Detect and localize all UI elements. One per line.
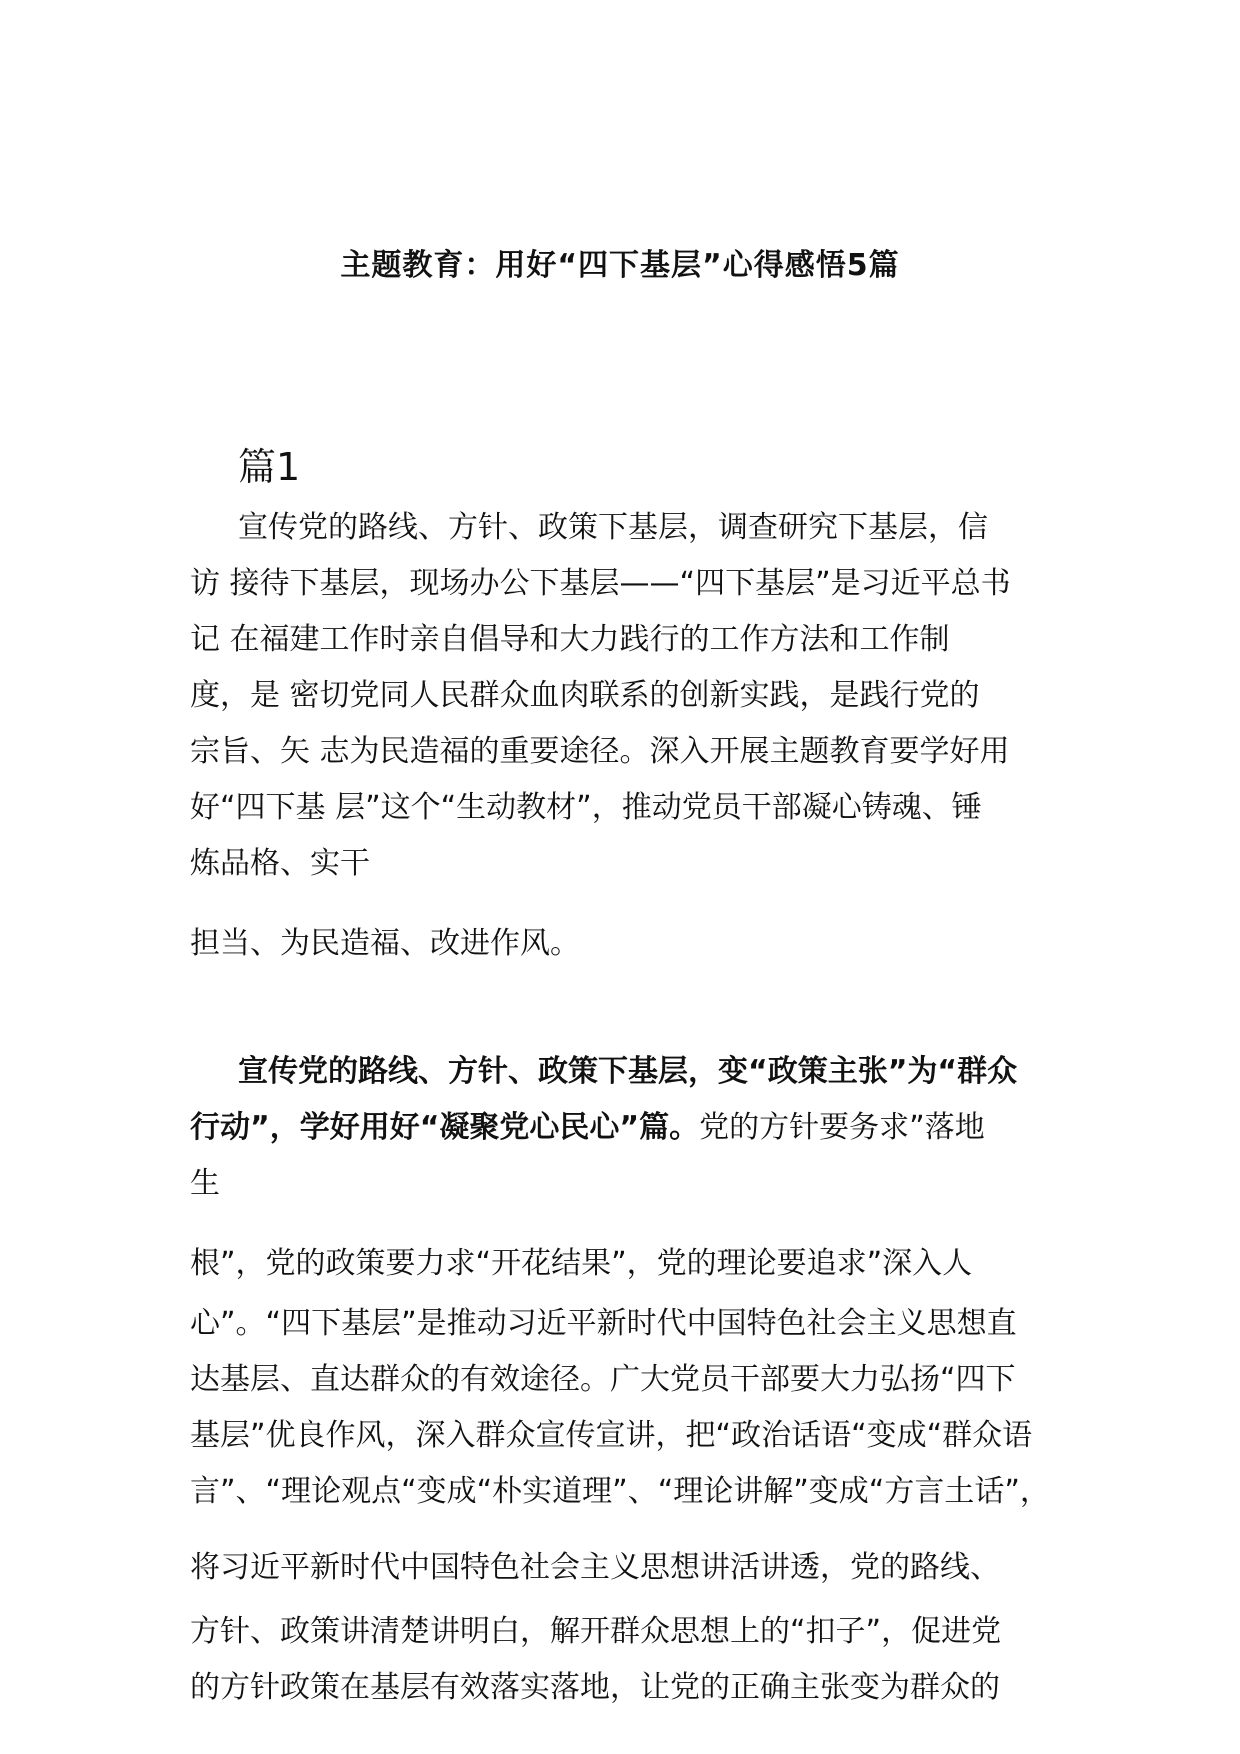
paragraph1-line: 宗旨、矢 志为民造福的重要途径。深入开展主题教育要学好用: [190, 734, 1010, 769]
paragraph2-bold-heading: 宣传党的路线、方针、政策下基层，变“政策主张”为“群众: [238, 1054, 1018, 1089]
paragraph2-line-rest: 党的方针要务求”落地: [699, 1110, 985, 1145]
paragraph1-line: 宣传党的路线、方针、政策下基层，调查研究下基层，信: [238, 510, 988, 545]
document-title: 主题教育：用好“四下基层”心得感悟5篇: [340, 248, 900, 283]
paragraph1-line: 炼品格、实干: [190, 846, 370, 881]
paragraph2-line: 基层”优良作风，深入群众宣传宣讲，把“政治话语“变成“群众语: [190, 1418, 1033, 1453]
paragraph1-line: 好“四下基 层”这个“生动教材”，推动党员干部凝心铸魂、锤: [190, 790, 982, 825]
paragraph2-line: 根”，党的政策要力求“开花结果”，党的理论要追求”深入人: [190, 1246, 973, 1281]
paragraph2-bold-heading-end: 行动”，学好用好“凝聚党心民心”篇。: [190, 1110, 700, 1145]
paragraph2-line: 达基层、直达群众的有效途径。广大党员干部要大力弘扬“四下: [190, 1362, 1016, 1397]
paragraph2-line: 心”。“四下基层”是推动习近平新时代中国特色社会主义思想直: [190, 1306, 1017, 1341]
paragraph2-line: 的方针政策在基层有效落实落地，让党的正确主张变为群众的: [190, 1670, 1000, 1705]
paragraph2-line: 方针、政策讲清楚讲明白，解开群众思想上的“扣子”，促进党: [190, 1614, 1002, 1649]
section-heading: 篇1: [238, 445, 301, 489]
paragraph2-line: [190, 1108, 985, 1148]
paragraph2-line: 生: [190, 1166, 220, 1201]
paragraph2-line: 将习近平新时代中国特色社会主义思想讲活讲透，党的路线、: [190, 1550, 1000, 1585]
paragraph1-line: 记 在福建工作时亲自倡导和大力践行的工作方法和工作制: [190, 622, 950, 657]
paragraph1-line: 访 接待下基层，现场办公下基层——“四下基层”是习近平总书: [190, 566, 1011, 601]
paragraph2-line: 言”、“理论观点“变成“朴实道理”、“理论讲解”变成“方言土话”，: [190, 1474, 1050, 1509]
paragraph1-line: 担当、为民造福、改进作风。: [190, 926, 580, 961]
paragraph1-line: 度，是 密切党同人民群众血肉联系的创新实践，是践行党的: [190, 678, 980, 713]
